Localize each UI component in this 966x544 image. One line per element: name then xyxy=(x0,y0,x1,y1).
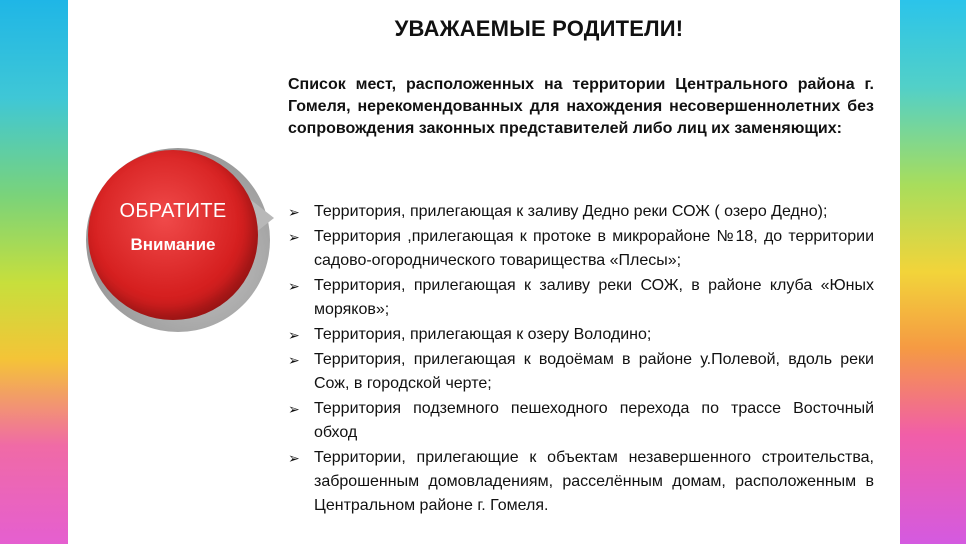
list-item: ➢ Территории, прилегающие к объектам незавершенного строительства, заброшенным домовладениям, расселённым домам, расположенным в Центральном районе г. Гомеля. xyxy=(288,446,874,518)
list-item: ➢ Территория, прилегающая к заливу реки СОЖ, в районе клуба «Юных моряков»; xyxy=(288,274,874,322)
slide xyxy=(68,0,900,544)
arrow-bullet-icon: ➢ xyxy=(288,204,300,220)
right-gradient-border xyxy=(900,0,966,544)
arrow-bullet-icon: ➢ xyxy=(288,278,300,294)
page-title: УВАЖАЕМЫЕ РОДИТЕЛИ! xyxy=(394,16,684,41)
badge-line2: Внимание xyxy=(130,235,216,254)
left-gradient-border xyxy=(0,0,68,544)
arrow-bullet-icon: ➢ xyxy=(288,229,300,245)
list-item: ➢ Территория, прилегающая к водоёмам в районе у.Полевой, вдоль реки Сож, в городской черте; xyxy=(288,348,874,396)
list-item: ➢ Территория ,прилегающая к протоке в микрорайоне №18, до территории садово-огороднического товарищества «Плесы»; xyxy=(288,225,874,273)
arrow-bullet-icon: ➢ xyxy=(288,401,300,417)
places-list xyxy=(288,200,874,519)
list-item: ➢ Территория, прилегающая к озеру Володино; xyxy=(288,323,874,347)
arrow-bullet-icon: ➢ xyxy=(288,450,300,466)
list-item: ➢ Территория, прилегающая к заливу Дедно реки СОЖ ( озеро Дедно); xyxy=(288,200,874,224)
intro-text: Список мест, расположенных на территории Центрального района г. Гомеля, нерекомендованных для нахождения несовершеннолетних без сопровождения законных представителей либо лиц их заменяющих: xyxy=(288,76,874,137)
badge-line1: ОБРАТИТЕ xyxy=(119,200,227,222)
arrow-bullet-icon: ➢ xyxy=(288,327,300,343)
list-item: ➢ Территория подземного пешеходного перехода по трассе Восточный обход xyxy=(288,397,874,445)
arrow-bullet-icon: ➢ xyxy=(288,352,300,368)
